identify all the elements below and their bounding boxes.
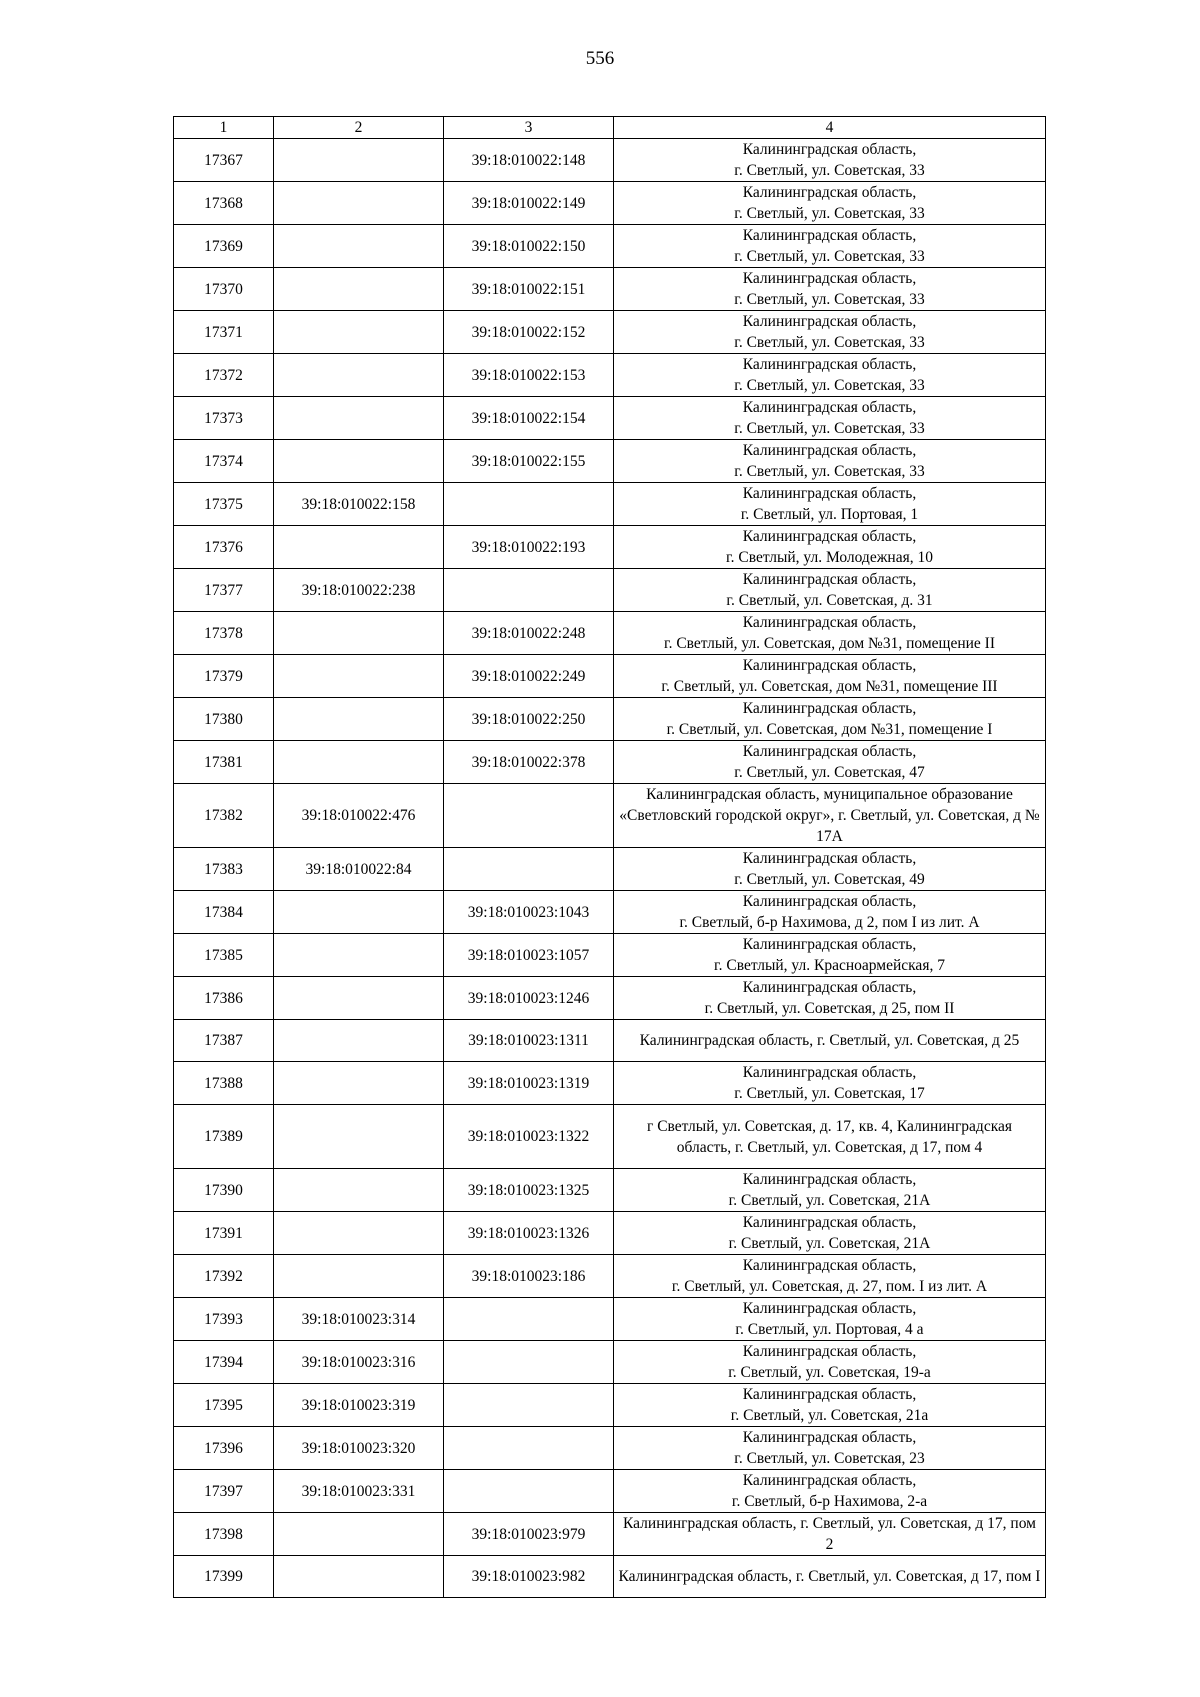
cadastral-number-col3: 39:18:010022:193 [444, 526, 614, 569]
column-header-1: 1 [174, 117, 274, 139]
table-row [174, 698, 1046, 741]
row-number: 17380 [174, 698, 274, 741]
cadastral-number-col3 [444, 784, 614, 848]
cadastral-number-col2 [274, 268, 444, 311]
table-row [174, 1341, 1046, 1384]
cadastral-number-col2 [274, 698, 444, 741]
table-row [174, 483, 1046, 526]
cadastral-number-col3: 39:18:010022:151 [444, 268, 614, 311]
cadastral-number-col2 [274, 139, 444, 182]
address-cell: Калининградская область, муниципальное образование «Светловский городской округ», г. Светлый, ул. Советская, д № 17А [614, 784, 1046, 848]
cadastral-number-col2 [274, 440, 444, 483]
cadastral-number-col2 [274, 225, 444, 268]
row-number: 17369 [174, 225, 274, 268]
cadastral-number-col3: 39:18:010023:1326 [444, 1212, 614, 1255]
cadastral-number-col3 [444, 1341, 614, 1384]
row-number: 17397 [174, 1470, 274, 1513]
cadastral-number-col3: 39:18:010023:1325 [444, 1169, 614, 1212]
address-cell: Калининградская область, г. Светлый, б-р Нахимова, 2-а [614, 1470, 1046, 1513]
address-cell: Калининградская область, г. Светлый, ул. Советская, 33 [614, 139, 1046, 182]
address-cell: Калининградская область, г. Светлый, ул. Советская, д 25 [614, 1020, 1046, 1062]
table-row [174, 784, 1046, 848]
cadastral-number-col3 [444, 1470, 614, 1513]
cadastral-number-col2 [274, 354, 444, 397]
cadastral-number-col2: 39:18:010023:331 [274, 1470, 444, 1513]
cadastral-number-col2 [274, 655, 444, 698]
address-cell: Калининградская область, г. Светлый, ул. Советская, 33 [614, 311, 1046, 354]
cadastral-number-col3: 39:18:010022:152 [444, 311, 614, 354]
row-number: 17394 [174, 1341, 274, 1384]
address-cell: Калининградская область, г. Светлый, ул. Советская, д. 31 [614, 569, 1046, 612]
address-cell: Калининградская область, г. Светлый, ул. Советская, 19-а [614, 1341, 1046, 1384]
address-cell: Калининградская область, г. Светлый, ул. Советская, дом №31, помещение II [614, 612, 1046, 655]
table-row [174, 1169, 1046, 1212]
cadastral-number-col3: 39:18:010023:979 [444, 1513, 614, 1556]
cadastral-number-col3: 39:18:010022:248 [444, 612, 614, 655]
table-row [174, 1105, 1046, 1169]
column-header-2: 2 [274, 117, 444, 139]
address-cell: Калининградская область, г. Светлый, ул. Советская, д 17, пом 2 [614, 1513, 1046, 1556]
cadastral-number-col2 [274, 741, 444, 784]
row-number: 17387 [174, 1020, 274, 1062]
row-number: 17378 [174, 612, 274, 655]
cadastral-number-col2: 39:18:010022:238 [274, 569, 444, 612]
cadastral-number-col3: 39:18:010023:1322 [444, 1105, 614, 1169]
table-row [174, 440, 1046, 483]
address-cell: Калининградская область, г. Светлый, ул. Советская, 33 [614, 268, 1046, 311]
address-cell: Калининградская область, г. Светлый, ул. Советская, 21а [614, 1384, 1046, 1427]
address-cell: Калининградская область, г. Светлый, ул. Советская, 33 [614, 354, 1046, 397]
address-cell: Калининградская область, г. Светлый, ул. Советская, 23 [614, 1427, 1046, 1470]
row-number: 17374 [174, 440, 274, 483]
table-row [174, 1384, 1046, 1427]
table-row [174, 1470, 1046, 1513]
row-number: 17390 [174, 1169, 274, 1212]
row-number: 17395 [174, 1384, 274, 1427]
address-cell: Калининградская область, г. Светлый, ул. Советская, 49 [614, 848, 1046, 891]
table-row [174, 977, 1046, 1020]
table-row [174, 182, 1046, 225]
table-row [174, 1298, 1046, 1341]
address-cell: Калининградская область, г. Светлый, ул. Советская, 21А [614, 1212, 1046, 1255]
cadastral-number-col2: 39:18:010022:84 [274, 848, 444, 891]
row-number: 17376 [174, 526, 274, 569]
table-row [174, 1556, 1046, 1598]
cadastral-number-col3: 39:18:010023:1311 [444, 1020, 614, 1062]
address-cell: Калининградская область, г. Светлый, ул. Советская, 33 [614, 182, 1046, 225]
table-row [174, 612, 1046, 655]
cadastral-number-col3 [444, 1298, 614, 1341]
row-number: 17396 [174, 1427, 274, 1470]
cadastral-number-col2: 39:18:010022:476 [274, 784, 444, 848]
address-cell: Калининградская область, г. Светлый, ул. Портовая, 1 [614, 483, 1046, 526]
address-cell: Калининградская область, г. Светлый, ул. Портовая, 4 а [614, 1298, 1046, 1341]
cadastral-number-col2 [274, 1212, 444, 1255]
cadastral-number-col2: 39:18:010023:320 [274, 1427, 444, 1470]
cadastral-number-col2 [274, 1020, 444, 1062]
cadastral-number-col3 [444, 1384, 614, 1427]
column-header-4: 4 [614, 117, 1046, 139]
cadastral-number-col2 [274, 1062, 444, 1105]
table-row [174, 1513, 1046, 1556]
cadastral-number-col3: 39:18:010022:250 [444, 698, 614, 741]
address-cell: Калининградская область, г. Светлый, ул. Советская, дом №31, помещение I [614, 698, 1046, 741]
table-row [174, 225, 1046, 268]
header-row [174, 117, 1046, 139]
row-number: 17370 [174, 268, 274, 311]
table-row [174, 741, 1046, 784]
cadastral-number-col2 [274, 182, 444, 225]
address-cell: Калининградская область, г. Светлый, ул. Красноармейская, 7 [614, 934, 1046, 977]
column-header-3: 3 [444, 117, 614, 139]
row-number: 17391 [174, 1212, 274, 1255]
cadastral-number-col3: 39:18:010023:1246 [444, 977, 614, 1020]
address-cell: Калининградская область, г. Светлый, ул. Советская, 17 [614, 1062, 1046, 1105]
cadastral-number-col2 [274, 934, 444, 977]
row-number: 17399 [174, 1556, 274, 1598]
address-cell: Калининградская область, г. Светлый, б-р Нахимова, д 2, пом I из лит. А [614, 891, 1046, 934]
cadastral-number-col3: 39:18:010022:378 [444, 741, 614, 784]
cadastral-number-col3: 39:18:010023:1319 [444, 1062, 614, 1105]
cadastral-number-col3: 39:18:010023:1057 [444, 934, 614, 977]
table-row [174, 1212, 1046, 1255]
row-number: 17393 [174, 1298, 274, 1341]
property-registry-table [173, 116, 1046, 1598]
address-cell: Калининградская область, г. Светлый, ул. Молодежная, 10 [614, 526, 1046, 569]
cadastral-number-col3: 39:18:010022:149 [444, 182, 614, 225]
cadastral-number-col2 [274, 526, 444, 569]
table-row [174, 1255, 1046, 1298]
address-cell: Калининградская область, г. Светлый, ул. Советская, 33 [614, 397, 1046, 440]
cadastral-number-col3: 39:18:010022:153 [444, 354, 614, 397]
row-number: 17388 [174, 1062, 274, 1105]
cadastral-number-col2 [274, 1105, 444, 1169]
cadastral-number-col2: 39:18:010023:314 [274, 1298, 444, 1341]
cadastral-number-col2 [274, 1556, 444, 1598]
cadastral-number-col2 [274, 612, 444, 655]
table-row [174, 397, 1046, 440]
row-number: 17372 [174, 354, 274, 397]
table-body [174, 139, 1046, 1598]
row-number: 17367 [174, 139, 274, 182]
table-row [174, 1427, 1046, 1470]
cadastral-number-col3 [444, 1427, 614, 1470]
row-number: 17379 [174, 655, 274, 698]
cadastral-number-col3: 39:18:010022:155 [444, 440, 614, 483]
row-number: 17392 [174, 1255, 274, 1298]
cadastral-number-col3 [444, 483, 614, 526]
address-cell: Калининградская область, г. Светлый, ул. Советская, 33 [614, 225, 1046, 268]
address-cell: Калининградская область, г. Светлый, ул. Советская, 21А [614, 1169, 1046, 1212]
row-number: 17375 [174, 483, 274, 526]
row-number: 17383 [174, 848, 274, 891]
cadastral-number-col3 [444, 848, 614, 891]
row-number: 17385 [174, 934, 274, 977]
row-number: 17371 [174, 311, 274, 354]
cadastral-number-col2: 39:18:010022:158 [274, 483, 444, 526]
cadastral-number-col2 [274, 397, 444, 440]
table-row [174, 311, 1046, 354]
table-row [174, 891, 1046, 934]
cadastral-number-col2 [274, 1255, 444, 1298]
table-row [174, 934, 1046, 977]
table-row [174, 526, 1046, 569]
address-cell: Калининградская область, г. Светлый, ул. Советская, д 17, пом I [614, 1556, 1046, 1598]
row-number: 17373 [174, 397, 274, 440]
table-row [174, 139, 1046, 182]
table-header [174, 117, 1046, 139]
row-number: 17389 [174, 1105, 274, 1169]
cadastral-number-col2: 39:18:010023:319 [274, 1384, 444, 1427]
cadastral-number-col3 [444, 569, 614, 612]
address-cell: Калининградская область, г. Светлый, ул. Советская, 33 [614, 440, 1046, 483]
address-cell: Калининградская область, г. Светлый, ул. Советская, д. 27, пом. I из лит. А [614, 1255, 1046, 1298]
table-row [174, 655, 1046, 698]
page-number: 556 [585, 48, 615, 69]
row-number: 17398 [174, 1513, 274, 1556]
row-number: 17368 [174, 182, 274, 225]
address-cell: г Светлый, ул. Советская, д. 17, кв. 4, Калининградская область, г. Светлый, ул. Советская, д 17, пом 4 [614, 1105, 1046, 1169]
cadastral-number-col2 [274, 311, 444, 354]
cadastral-number-col2 [274, 891, 444, 934]
cadastral-number-col2 [274, 1513, 444, 1556]
table-row [174, 848, 1046, 891]
cadastral-number-col3: 39:18:010022:148 [444, 139, 614, 182]
table-row [174, 268, 1046, 311]
row-number: 17377 [174, 569, 274, 612]
cadastral-number-col3: 39:18:010023:982 [444, 1556, 614, 1598]
cadastral-number-col2: 39:18:010023:316 [274, 1341, 444, 1384]
row-number: 17382 [174, 784, 274, 848]
table-row [174, 569, 1046, 612]
address-cell: Калининградская область, г. Светлый, ул. Советская, 47 [614, 741, 1046, 784]
row-number: 17384 [174, 891, 274, 934]
table-row [174, 1020, 1046, 1062]
row-number: 17381 [174, 741, 274, 784]
table-row [174, 354, 1046, 397]
cadastral-number-col3: 39:18:010022:150 [444, 225, 614, 268]
cadastral-number-col2 [274, 1169, 444, 1212]
table-row [174, 1062, 1046, 1105]
row-number: 17386 [174, 977, 274, 1020]
cadastral-number-col3: 39:18:010022:249 [444, 655, 614, 698]
cadastral-number-col3: 39:18:010022:154 [444, 397, 614, 440]
cadastral-number-col3: 39:18:010023:1043 [444, 891, 614, 934]
cadastral-number-col2 [274, 977, 444, 1020]
address-cell: Калининградская область, г. Светлый, ул. Советская, дом №31, помещение III [614, 655, 1046, 698]
address-cell: Калининградская область, г. Светлый, ул. Советская, д 25, пом II [614, 977, 1046, 1020]
cadastral-number-col3: 39:18:010023:186 [444, 1255, 614, 1298]
